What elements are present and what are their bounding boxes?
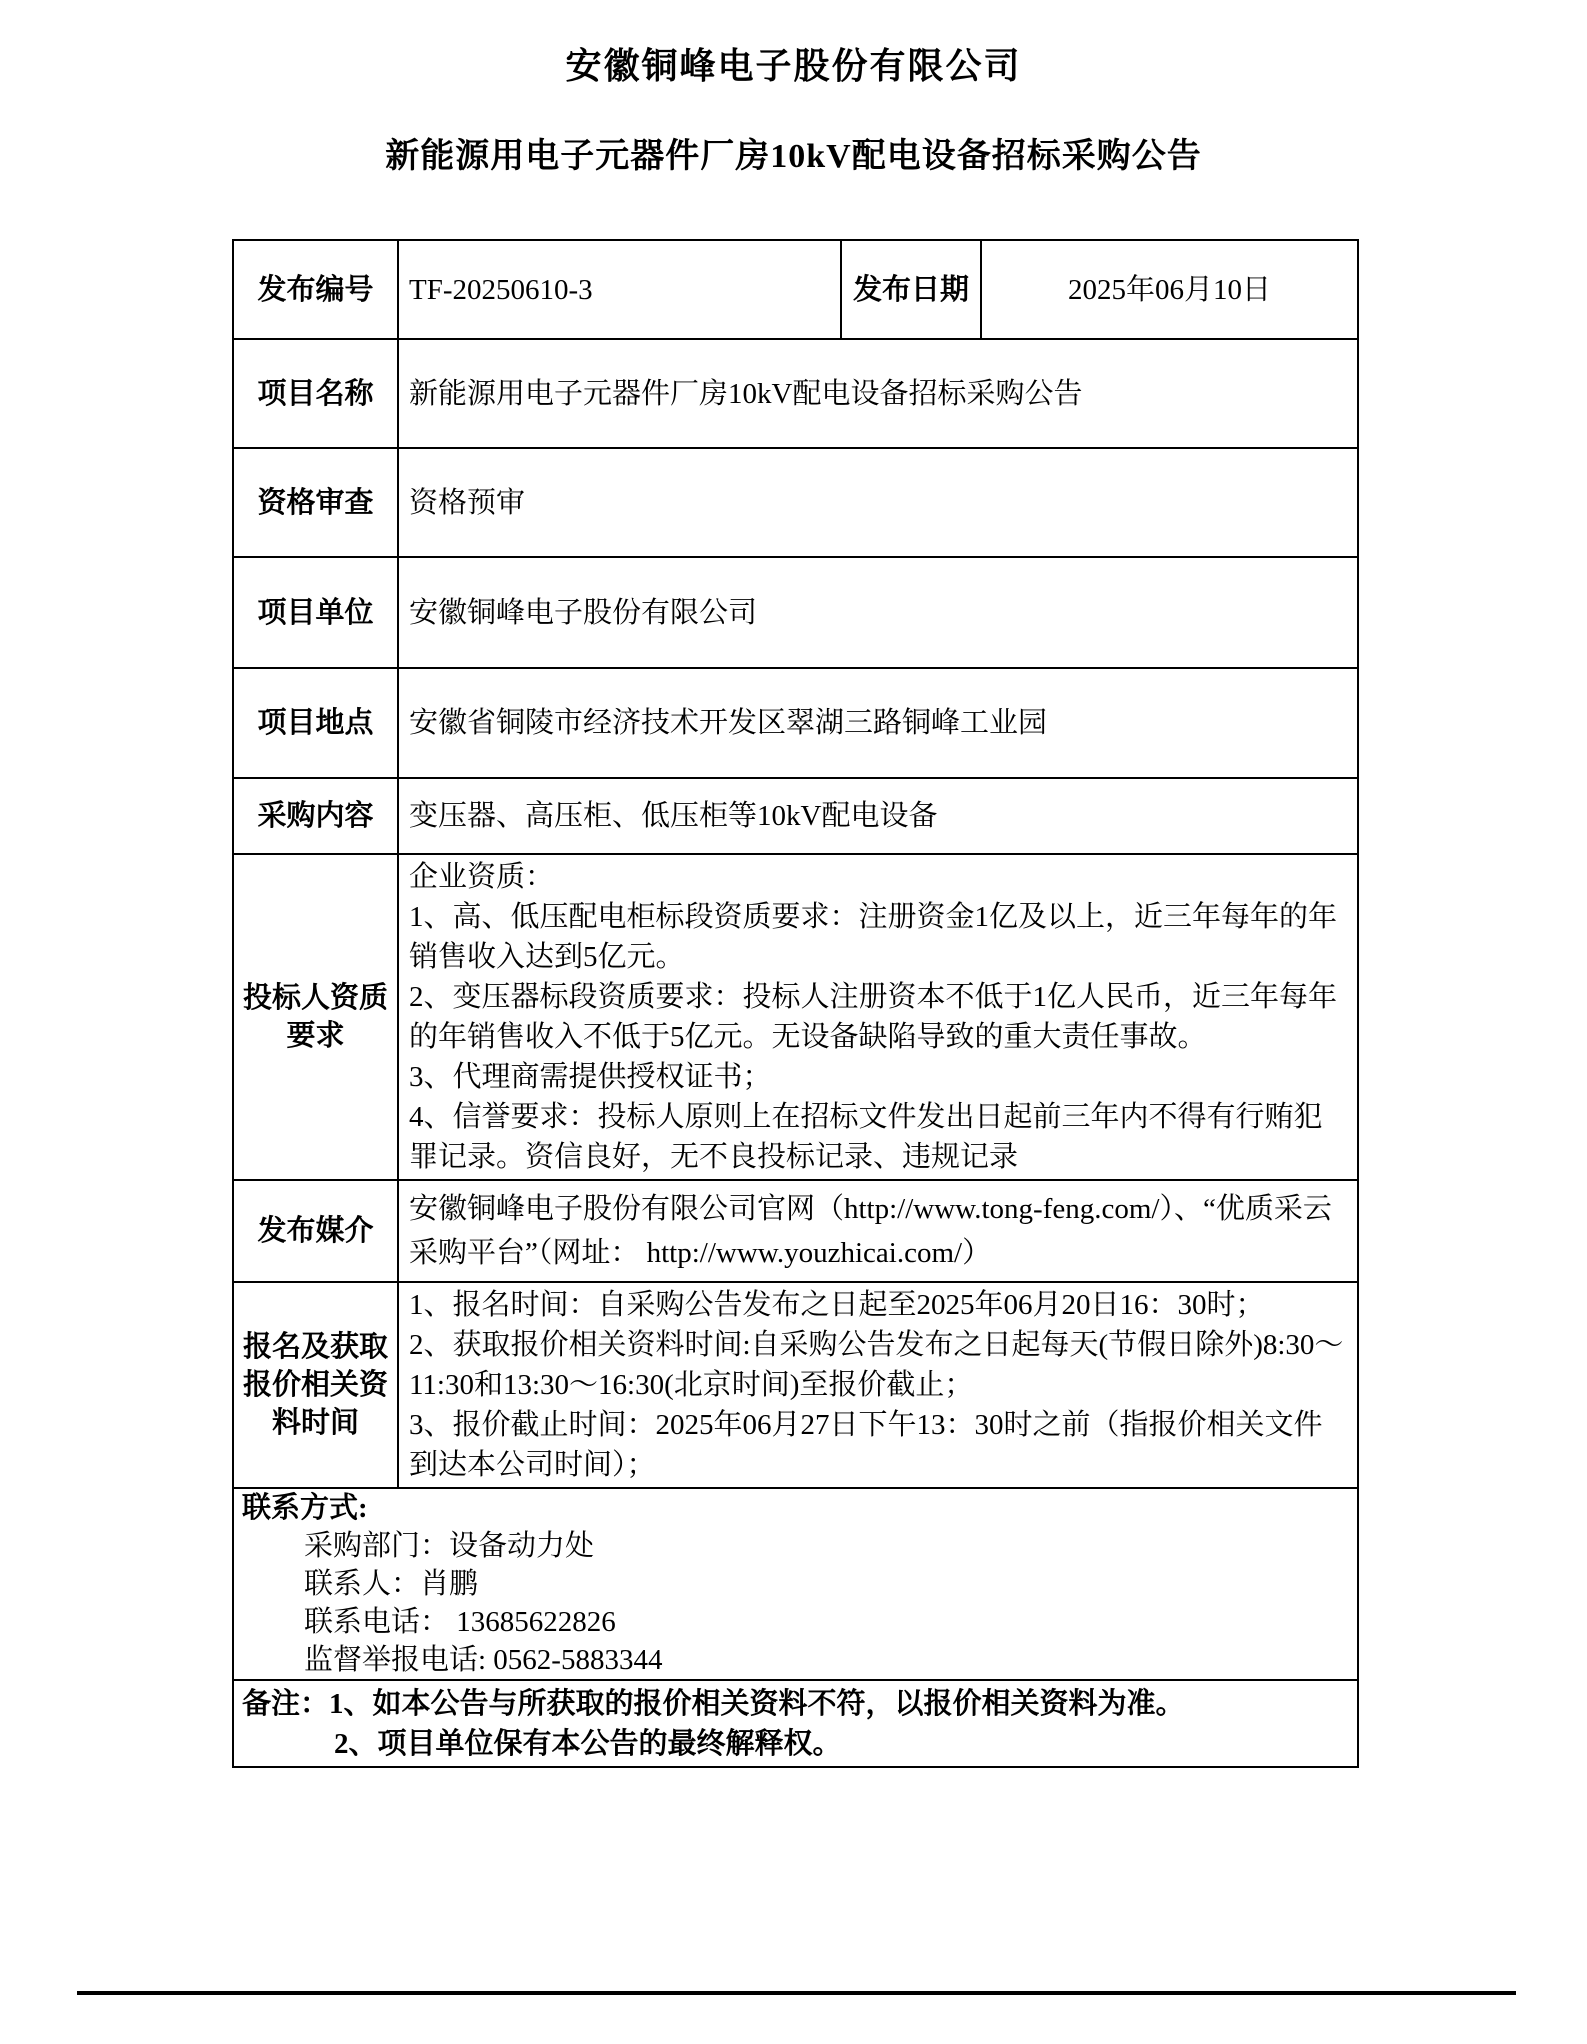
schedule-line: 3、报价截止时间：2025年06月27日下午13：30时之前（指报价相关文件到达本公司时间）； [409,1409,1323,1481]
schedule-value [398,1282,1358,1488]
table-row-notes [233,1680,1358,1767]
publish-number-label: 发布编号 [233,240,398,339]
procurement-content-label: 采购内容 [233,778,398,854]
table-row-project-location [233,668,1358,778]
notes-line-2: 2、项目单位保有本公告的最终解释权。 [334,1727,842,1760]
table-row-contact [233,1488,1358,1680]
bidder-qualification-label: 投标人资质要求 [233,854,398,1180]
project-name-label: 项目名称 [233,339,398,448]
document-title: 安徽铜峰电子股份有限公司 [565,46,1022,86]
qualification-review-label: 资格审查 [233,448,398,557]
project-name-value: 新能源用电子元器件厂房10kV配电设备招标采购公告 [398,339,1358,448]
publish-number-value: TF-20250610-3 [398,240,841,339]
publish-media-value [398,1180,1358,1282]
table-row-procurement-content [233,778,1358,854]
contact-phone: 联系电话： 13685622826 [304,1606,616,1638]
qualification-line: 2、变压器标段资质要求：投标人注册资本不低于1亿人民币，近三年每年的年销售收入不低于5亿元。无设备缺陷导致的重大责任事故。 [409,981,1338,1053]
supervision-phone: 监督举报电话: 0562-5883344 [304,1644,663,1676]
procurement-content-value: 变压器、高压柜、低压柜等10kV配电设备 [398,778,1358,854]
contact-heading: 联系方式: [242,1492,368,1524]
contact-department: 采购部门：设备动力处 [304,1530,595,1562]
qualification-line: 3、代理商需提供授权证书； [409,1061,772,1093]
table-row-project-unit [233,557,1358,668]
table-row-publish [233,240,1358,339]
table-row-qualification-review [233,448,1358,557]
project-unit-value: 安徽铜峰电子股份有限公司 [398,557,1358,668]
qualification-line: 1、高、低压配电柜标段资质要求：注册资金1亿及以上，近三年每年的年销售收入达到5亿元。 [409,901,1338,973]
bidder-qualification-value [398,854,1358,1180]
footer-rule [77,1991,1516,1995]
project-location-label: 项目地点 [233,668,398,778]
table-row-publish-media [233,1180,1358,1282]
document-subtitle: 新能源用电子元器件厂房10kV配电设备招标采购公告 [385,138,1202,175]
publish-date-value: 2025年06月10日 [981,240,1358,339]
contact-cell [233,1488,1358,1680]
schedule-label: 报名及获取报价相关资料时间 [233,1282,398,1488]
project-location-value: 安徽省铜陵市经济技术开发区翠湖三路铜峰工业园 [398,668,1358,778]
qualification-line: 4、信誉要求：投标人原则上在招标文件发出日起前三年内不得有行贿犯罪记录。资信良好，无不良投标记录、违规记录 [409,1101,1323,1173]
qualification-line: 企业资质： [409,861,555,893]
schedule-line: 1、报名时间：自采购公告发布之日起至2025年06月20日16：30时； [409,1289,1265,1321]
announcement-table [232,239,1359,1768]
publish-date-label: 发布日期 [841,240,981,339]
publish-media-text: 安徽铜峰电子股份有限公司官网（http://www.tong-feng.com/）、“优质采云采购平台”（网址： http://www.youzhicai.com/） [409,1193,1332,1269]
notes-line-1: 备注：1、如本公告与所获取的报价相关资料不符，以报价相关资料为准。 [242,1687,1185,1720]
table-row-schedule [233,1282,1358,1488]
table-row-bidder-qualification [233,854,1358,1180]
publish-media-label: 发布媒介 [233,1180,398,1282]
project-unit-label: 项目单位 [233,557,398,668]
notes-cell [233,1680,1358,1767]
schedule-line: 2、获取报价相关资料时间:自采购公告发布之日起每天(节假日除外)8:30～11:30和13:30～16:30(北京时间)至报价截止； [409,1329,1344,1401]
qualification-review-value: 资格预审 [398,448,1358,557]
contact-person: 联系人：肖鹏 [304,1568,479,1600]
table-row-project-name [233,339,1358,448]
